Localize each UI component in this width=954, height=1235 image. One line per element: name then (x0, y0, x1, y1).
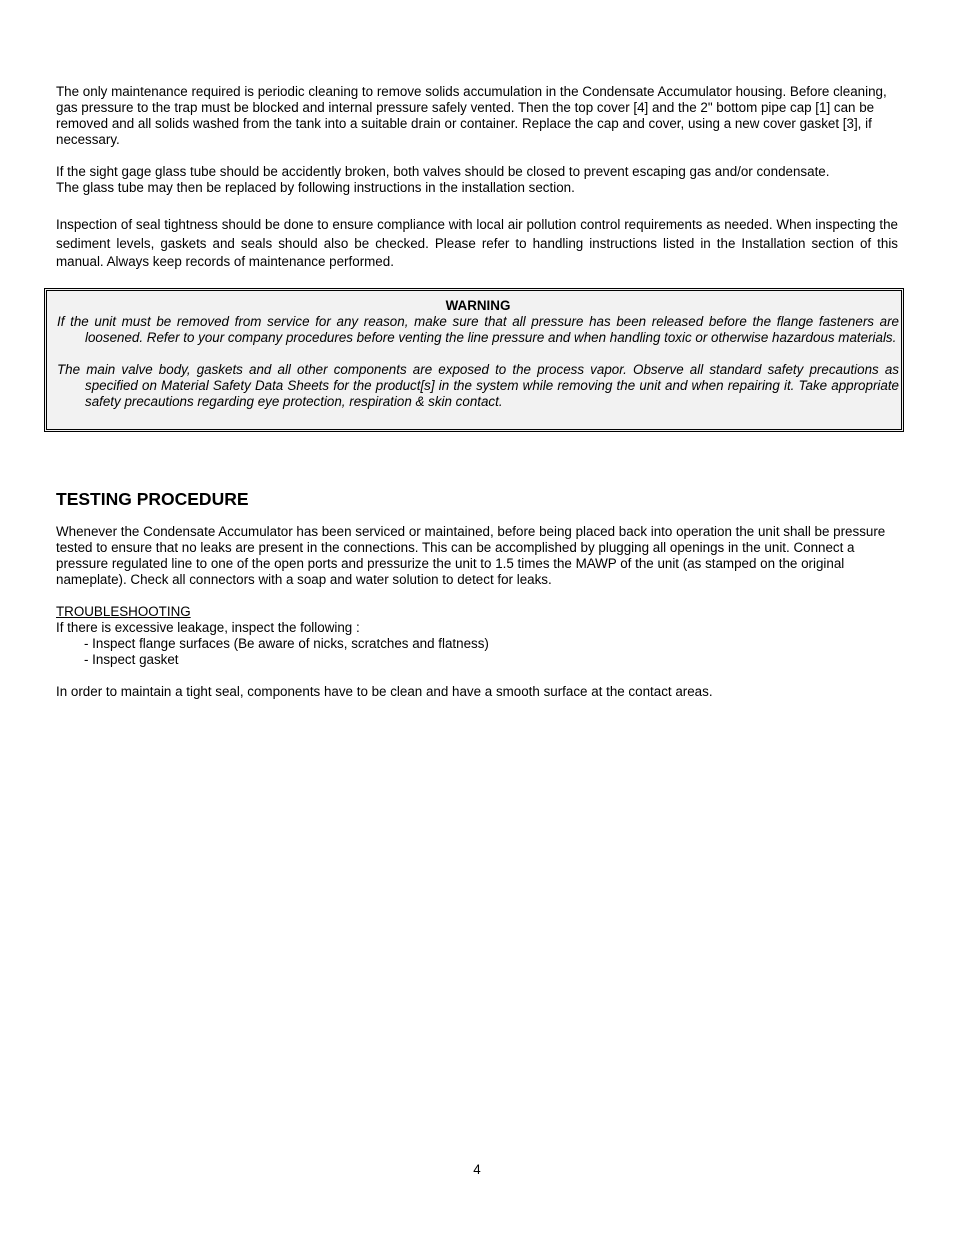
warning-content (57, 298, 899, 410)
troubleshooting-item: - Inspect flange surfaces (Be aware of nicks, scratches and flatness) (84, 636, 489, 651)
troubleshooting-closing: In order to maintain a tight seal, components have to be clean and have a smooth surface at the contact areas. (56, 684, 713, 699)
sight-glass-line-2: The glass tube may then be replaced by following instructions in the installation section. (56, 180, 575, 195)
maintenance-section (56, 84, 898, 272)
warning-paragraph-1: If the unit must be removed from service for any reason, make sure that all pressure has been released before the flange fasteners are loosened. Refer to your company procedures before venting the line pressure and when handling toxic or otherwise hazardous materials. (57, 314, 899, 345)
sight-glass-paragraph (56, 164, 898, 196)
testing-paragraph: Whenever the Condensate Accumulator has been serviced or maintained, before being placed back into operation the unit shall be pressure tested to ensure that no leaks are present in the connections. This can be accomplished by plugging all openings in the unit. Connect a pressure regulated line to one of the open ports and pressurize the unit to 1.5 times the MAWP of the unit (as stamped on the original nameplate). Check all connectors with a soap and water solution to detect for leaks. (56, 524, 886, 587)
troubleshooting-intro: If there is excessive leakage, inspect the following : (56, 620, 360, 635)
warning-title: WARNING (445, 298, 511, 313)
seal-inspection-paragraph: Inspection of seal tightness should be done to ensure compliance with local air pollution control requirements as needed. When inspecting the sediment levels, gaskets and seals should also be checked. Please refer to handling instructions listed in the Installation section of this manual. Always keep records of maintenance performed. (56, 217, 898, 269)
page-number: 4 (473, 1162, 481, 1177)
maintenance-paragraph: The only maintenance required is periodic cleaning to remove solids accumulation in the Condensate Accumulator housing. Before cleaning, gas pressure to the trap must be blocked and internal pressure safely vented. Then the top cover [4] and the 2" bottom pipe cap [1] can be removed and all solids washed from the tank into a suitable drain or container. Replace the cap and cover, using a new cover gasket [3], if necessary. (56, 84, 887, 147)
testing-procedure-heading: TESTING PROCEDURE (56, 489, 249, 509)
warning-paragraph-2: The main valve body, gaskets and all other components are exposed to the process vapor. Observe all standard safety precautions as specified on Material Safety Data Sheets for the product[s] in the system while removing the unit and when repairing it. Take appropriate safety precautions regarding eye protection, respiration & skin contact. (57, 362, 899, 409)
troubleshooting-heading: TROUBLESHOOTING (56, 604, 191, 619)
warning-box (44, 288, 904, 432)
troubleshooting-item: - Inspect gasket (84, 652, 179, 667)
testing-section (56, 524, 898, 700)
sight-glass-line-1: If the sight gage glass tube should be accidently broken, both valves should be closed to prevent escaping gas and/or condensate. (56, 164, 830, 179)
